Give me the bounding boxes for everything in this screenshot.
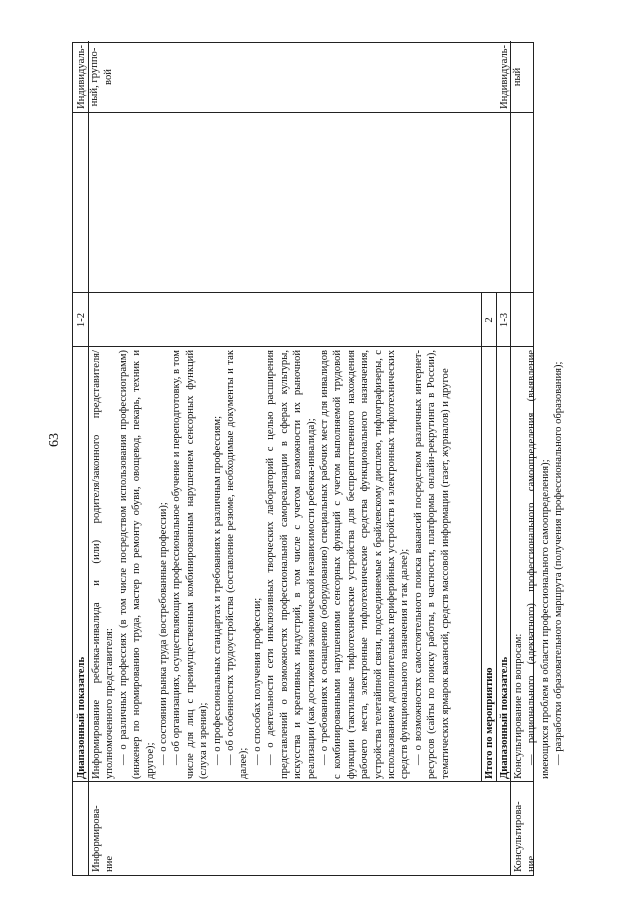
content-paragraph: — об особенностях трудоустройства (составление резюме, необходимые документы и так далее); xyxy=(225,350,250,779)
range-value-consulting: 1-3 xyxy=(499,312,510,328)
content-paragraph: — об организациях, осуществляющих профессиональное обучение и переподготовку, в том числе для лиц с преимущественным комбинированным нарушением сенсорных функций (слуха и зрения); xyxy=(171,350,210,779)
page-number: 63 xyxy=(47,433,62,447)
content-paragraph: — о требованиях к оснащению (оборудованию) специальных рабочих мест для инвалидов с комбинированными нарушениями сенсорных функций с учетом выполняемой трудовой функции (тактильные тифлотехнические устройства для беспрепятственного нахождения рабочего места, электронные тифлотехнические средства функционального назначения, устройства телетайпной связи, подсоединяемые к брайлевскому дисплею, тифлографизеры, с использованием дополнительных периферийных устройств и электронных тифлотехнических средств функционального назначения и так далее); xyxy=(318,350,411,779)
content-paragraph: — о состоянии рынка труда (востребованные профессии); xyxy=(158,502,170,765)
services-table xyxy=(72,42,565,876)
activity-content-informing xyxy=(89,347,453,782)
content-paragraph: — о различных профессиях (в том числе посредством использования профессиограмм) (инженер по нормированию труда, мастер по ремонту обуви, овощевод, пекарь, техник и другое); xyxy=(117,350,156,779)
content-paragraph: — разработки образовательного маршрута (получения профессионального образования); xyxy=(553,361,565,765)
activity-content-consulting xyxy=(511,347,567,782)
content-paragraph: — о профессиональных стандартах и требованиях к различным профессиям; xyxy=(211,415,223,765)
form-informing: Индивидуаль- ный, группо- вой xyxy=(76,44,114,110)
range-value-informing: 1-2 xyxy=(76,312,87,328)
activity-name-consulting: Консультирова- ние xyxy=(513,801,538,872)
total-label: Итого по мероприятию xyxy=(484,667,495,779)
content-paragraph: — рационального (адекватного) профессионального самоопределения (выявление имеющихся проблем в области профессионального самоопределения); xyxy=(526,350,551,779)
content-paragraph: Информирование ребенка-инвалида и (или) родителя/законного представителя/уполномоченного представителя: xyxy=(91,350,116,779)
column-divider xyxy=(73,292,533,293)
content-paragraph: Консультирование по вопросам: xyxy=(513,633,524,779)
range-indicator-header: Диапазонный показатель xyxy=(499,656,510,779)
activity-name-informing: Информирова- ние xyxy=(91,805,116,872)
content-paragraph: — о способах получения профессии; xyxy=(251,597,263,765)
content-paragraph: — о деятельности сети инклюзивных творческих лабораторий с целью расширения представлений о возможностях профессиональной самореализации в сферах культуры, искусства и креативных индустрий, в том числе с учетом возможности их рыночной реализации (как достижения экономической независимости ребенка-инвалида); xyxy=(265,350,317,779)
column-divider xyxy=(73,112,533,113)
content-paragraph: — о возможностях самостоятельного поиска вакансий посредством различных интернет-ресурсов (сайты по поиску работы, в частности, платформы онлайн-рекрутинга в России), тематических ярмарок вакансий, средств массовой информации (газет, журналов) и другое xyxy=(412,350,451,779)
total-value: 2 xyxy=(484,317,495,323)
form-consulting: Индивидуаль- ный xyxy=(499,44,524,110)
range-indicator-header: Диапазонный показатель xyxy=(76,656,87,779)
